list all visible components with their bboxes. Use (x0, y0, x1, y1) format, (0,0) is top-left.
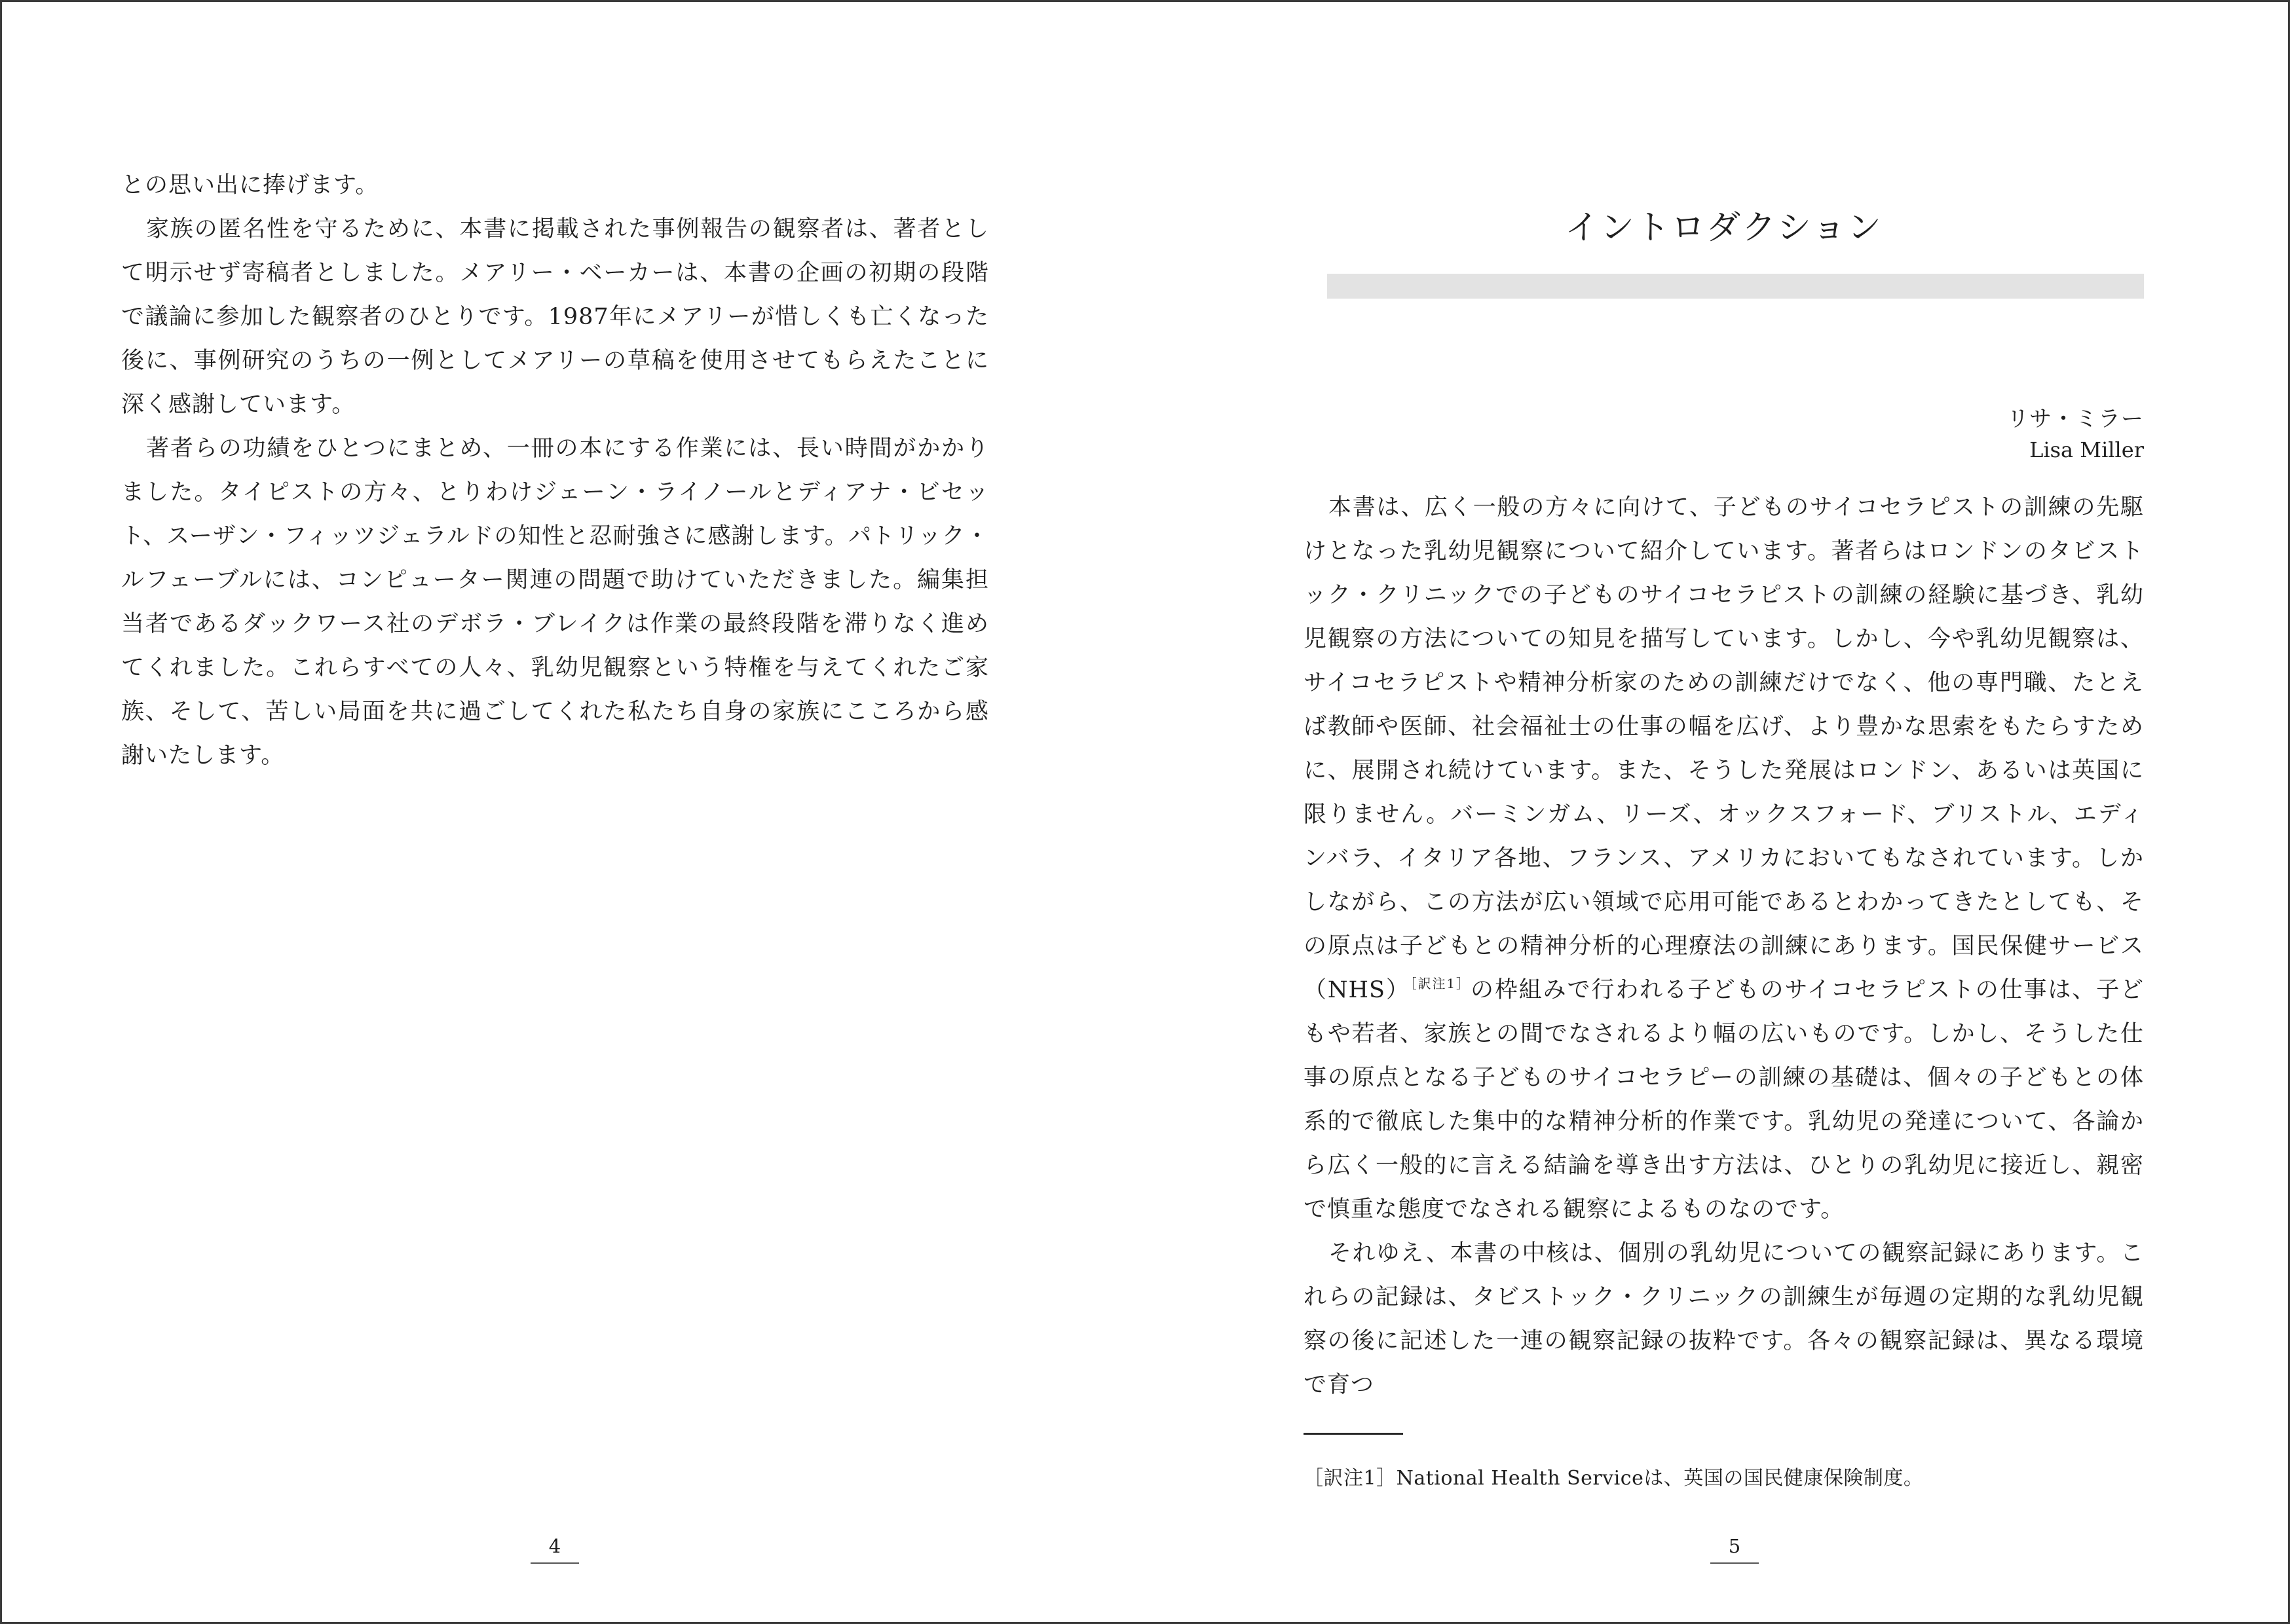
title-underline-bar (1327, 274, 2144, 299)
footnote-rule (1304, 1433, 1403, 1435)
left-paragraph-3: 著者らの功績をひとつにまとめ、一冊の本にする作業には、長い時間がかかりました。タイピストの方々、とりわけジェーン・ライノールとディアナ・ビセット、スーザン・フィッツジェラルドの知性と忍耐強さに感謝します。パトリック・ルフェーブルには、コンピューター関連の問題で助けていただきました。編集担当者であるダックワース社のデボラ・ブレイクは作業の最終段階を滞りなく進めてくれました。これらすべての人々、乳幼児観察という特権を与えてくれたご家族、そして、苦しい局面を共に過ごしてくれた私たち自身の家族にこころから感謝いたします。 (121, 435, 989, 769)
intro-paragraph-1 (1304, 486, 2144, 1232)
author-name-english: Lisa Miller (2029, 437, 2144, 462)
left-page (121, 164, 989, 778)
right-page-number: 5 (1710, 1535, 1759, 1564)
footnote: ［訳注1］National Health Serviceは、英国の国民健康保険制度。 (1304, 1467, 1924, 1490)
intro-paragraph-2: それゆえ、本書の中核は、個別の乳幼児についての観察記録にあります。これらの記録は、タビストック・クリニックの訓練生が毎週の定期的な乳幼児観察の後に記述した一連の観察記録の抜粋です。各々の観察記録は、異なる環境で育つ (1304, 1240, 2144, 1398)
author-name-japanese: リサ・ミラー (2006, 406, 2144, 432)
introduction-body (1304, 486, 2144, 1407)
chapter-title: イントロダクション (1565, 208, 1883, 248)
left-paragraph-2: 家族の匿名性を守るために、本書に掲載された事例報告の観察者は、著者として明示せず寄稿者としました。メアリー・ベーカーは、本書の企画の初期の段階で議論に参加した観察者のひとりです。1987年にメアリーが惜しくも亡くなった後に、事例研究のうちの一例としてメアリーの草稿を使用させてもらえたことに深く感謝しています。 (121, 216, 989, 418)
translator-note-marker: ［訳注1］ (1410, 976, 1471, 991)
left-paragraph-1: との思い出に捧げます。 (121, 172, 379, 198)
left-page-number: 4 (531, 1535, 579, 1564)
intro-paragraph-1-part-a: 本書は、広く一般の方々に向けて、子どものサイコセラピストの訓練の先駆けとなった乳幼児観察について紹介しています。著者らはロンドンのタビストック・クリニックでの子どものサイコセラピストの訓練の経験に基づき、乳幼児観察の方法についての知見を描写しています。しかし、今や乳幼児観察は、サイコセラピストや精神分析家のための訓練だけでなく、他の専門職、たとえば教師や医師、社会福祉士の仕事の幅を広げ、より豊かな思索をもたらすために、展開され続けています。また、そうした発展はロンドン、あるいは英国に限りません。バーミンガム、リーズ、オックスフォード、ブリストル、エディンバラ、イタリア各地、フランス、アメリカにおいてもなされています。しかしながら、この方法が広い領域で応用可能であるとわかってきたとしても、その原点は子どもとの精神分析的心理療法の訓練にあります。国民保健サービス（NHS） (1304, 494, 2144, 1003)
intro-paragraph-1-part-b: の枠組みで行われる子どものサイコセラピストの仕事は、子どもや若者、家族との間でなされるより幅の広いものです。しかし、そうした仕事の原点となる子どものサイコセラピーの訓練の基礎は、個々の子どもとの体系的で徹底した集中的な精神分析的作業です。乳幼児の発達について、各論から広く一般的に言える結論を導き出す方法は、ひとりの乳幼児に接近し、親密で慎重な態度でなされる観察によるものなのです。 (1304, 977, 2144, 1223)
